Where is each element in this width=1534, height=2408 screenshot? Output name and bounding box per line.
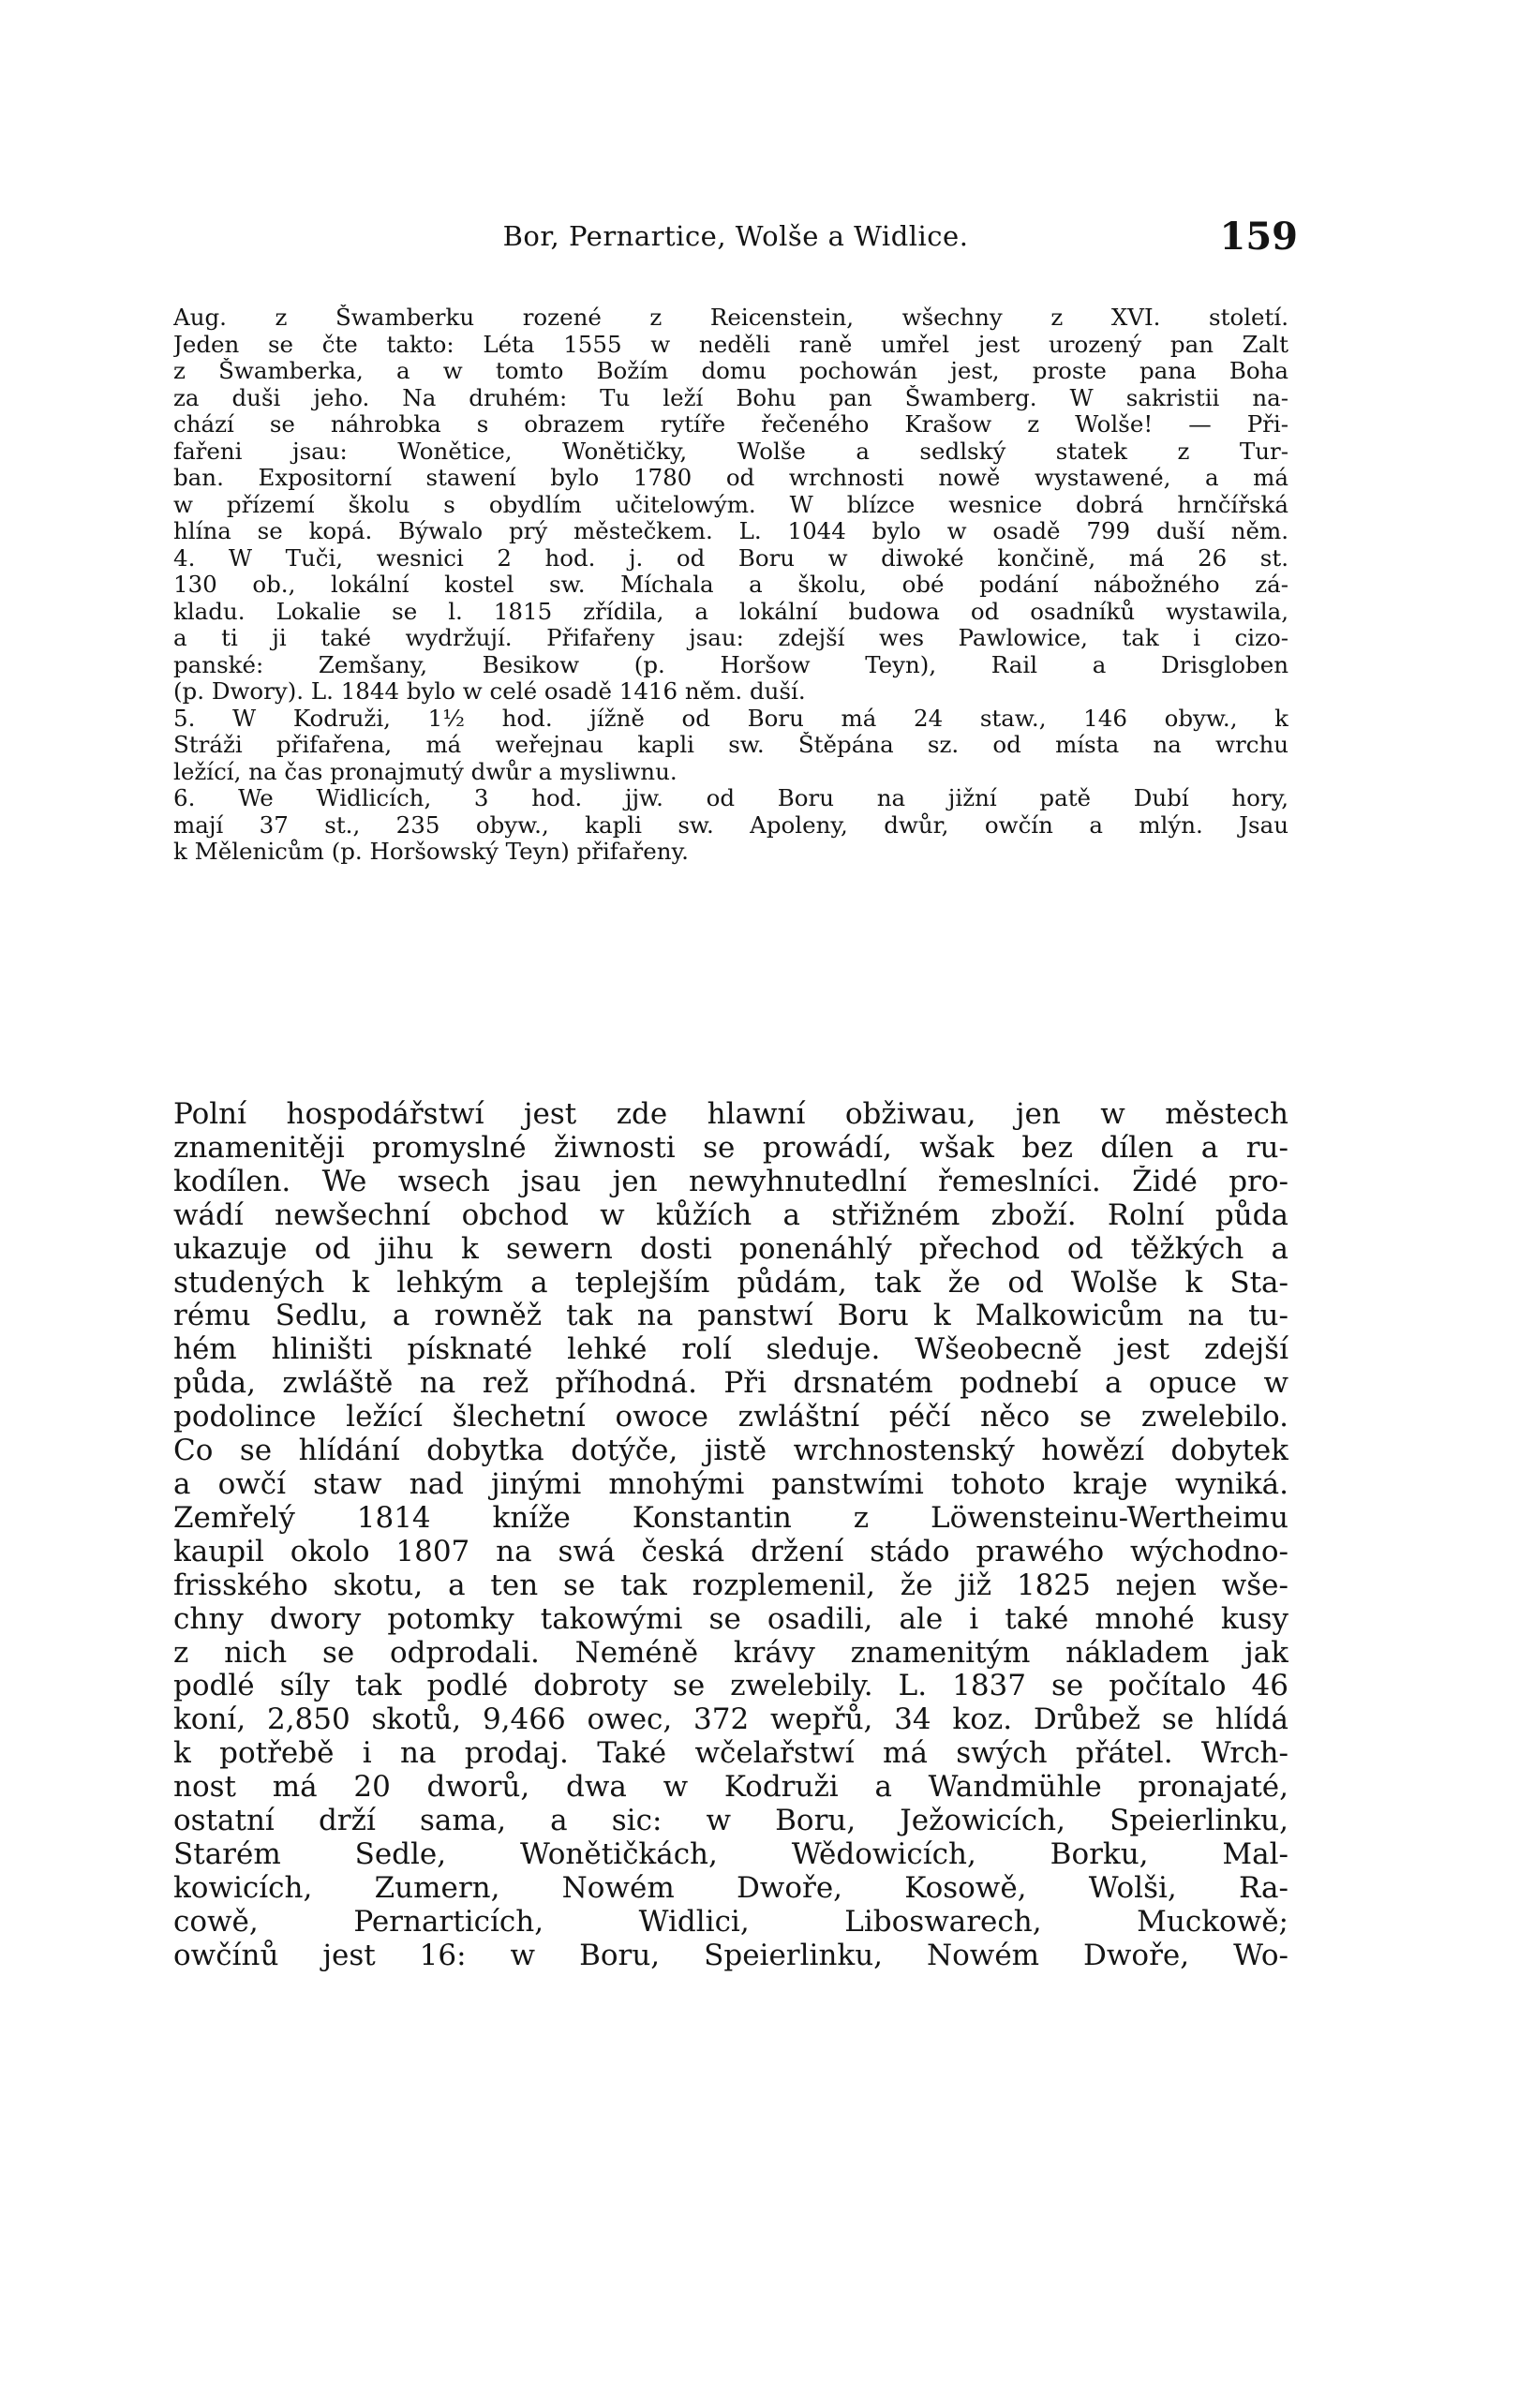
text-line: hém hliništi písknaté lehké rolí sleduje. Wšeobecně jest zdejší bbox=[173, 1333, 1288, 1367]
text-line: (p. Dwory). L. 1844 bylo w celé osadě 1416 něm. duší. bbox=[173, 678, 806, 705]
text-line: nost má 20 dworů, dwa w Kodruži a Wandmühle pronajaté, bbox=[173, 1771, 1288, 1805]
text-line: hlína se kopá. Býwalo prý městečkem. L. 1044 bylo w osadě 799 duší něm. bbox=[173, 518, 1288, 544]
text-line: ostatní drží sama, a sic: w Boru, Ježowicích, Speierlinku, bbox=[173, 1805, 1288, 1838]
text-line: koní, 2,850 skotů, 9,466 owec, 372 wepřů, 34 koz. Drůbež se hlídá bbox=[173, 1703, 1288, 1737]
text-line: rému Sedlu, a rowněž tak na panstwí Boru k Malkowicům na tu- bbox=[173, 1300, 1288, 1333]
text-line: ukazuje od jihu k sewern dosti ponenáhlý přechod od těžkých a bbox=[173, 1232, 1288, 1266]
text-line: z nich se odprodali. Neméně krávy znamenitým nákladem jak bbox=[173, 1636, 1288, 1670]
text-line: frisského skotu, a ten se tak rozplemenil, že již 1825 nejen wše- bbox=[173, 1568, 1288, 1602]
text-line: mají 37 st., 235 obyw., kapli sw. Apoleny, dwůr, owčín a mlýn. Jsau bbox=[173, 811, 1288, 839]
text-line: kowicích, Zumern, Nowém Dwoře, Kosowě, Wolši, Ra- bbox=[173, 1871, 1288, 1905]
text-line: Aug. z Šwamberku rozené z Reicenstein, wšechny z XVI. století. bbox=[173, 305, 1288, 331]
text-line: ban. Expositorní stawení bylo 1780 od wrchnosti nowě wystawené, a má bbox=[173, 465, 1288, 491]
text-line: Stráži přifařena, má weřejnau kapli sw. Štěpána sz. od místa na wrchu bbox=[173, 732, 1288, 758]
text-line: Starém Sedle, Wonětičkách, Wědowicích, Borku, Mal- bbox=[173, 1837, 1288, 1871]
text-line: cowě, Pernarticích, Widlici, Liboswarech, Muckowě; bbox=[173, 1905, 1288, 1939]
text-line: w přízemí školu s obydlím učitelowým. W blízce wesnice dobrá hrnčířská bbox=[173, 491, 1288, 518]
page-header bbox=[173, 215, 1298, 267]
text-line: 5. W Kodruži, 1½ hod. jížně od Boru má 24 staw., 146 obyw., k bbox=[173, 705, 1288, 732]
text-line: kaupil okolo 1807 na swá česká držení stádo prawého wýchodno- bbox=[173, 1535, 1288, 1568]
text-line: půda, zwláště na rež příhodná. Při drsnatém podnebí a opuce w bbox=[173, 1367, 1288, 1401]
text-line: Polní hospodářstwí jest zde hlawní obžiwau, jen w městech bbox=[173, 1098, 1288, 1131]
text-line: 4. W Tuči, wesnici 2 hod. j. od Boru w diwoké končině, má 26 st. bbox=[173, 544, 1288, 572]
text-line: podlé síly tak podlé dobroty se zwelebily. L. 1837 se počítalo 46 bbox=[173, 1670, 1288, 1703]
text-line: podolince ležící šlechetní owoce zwláštní péčí něco se zwelebilo. bbox=[173, 1401, 1288, 1434]
text-line: k Mělenicům (p. Horšowský Teyn) přifařeny. bbox=[173, 839, 689, 865]
text-line: panské: Zemšany, Besikow (p. Horšow Teyn), Rail a Drisgloben bbox=[173, 651, 1288, 678]
text-line: z Šwamberka, a w tomto Božím domu pochowán jest, proste pana Boha bbox=[173, 358, 1288, 384]
text-line: a owčí staw nad jinými mnohými panstwími tohoto kraje wyniká. bbox=[173, 1467, 1288, 1501]
text-line: Jeden se čte takto: Léta 1555 w neděli raně umřel jest urozený pan Zalt bbox=[173, 331, 1288, 358]
text-line: Co se hlídání dobytka dotýče, jistě wrchnostenský howězí dobytek bbox=[173, 1434, 1288, 1468]
text-line: za duši jeho. Na druhém: Tu leží Bohu pan Šwamberg. W sakristii na- bbox=[173, 384, 1288, 411]
text-line: znamenitěji promyslné žiwnosti se prowádí, wšak bez dílen a ru- bbox=[173, 1131, 1288, 1165]
page-number: 159 bbox=[1219, 215, 1298, 259]
text-line: k potřebě i na prodaj. Také wčelařstwí má swých přátel. Wrch- bbox=[173, 1737, 1288, 1771]
large-print-section bbox=[173, 1098, 1288, 1973]
text-line: a ti ji také wydržují. Přifařeny jsau: zdejší wes Pawlowice, tak i cizo- bbox=[173, 625, 1288, 651]
running-title: Bor, Pernartice, Wolše a Widlice. bbox=[502, 220, 969, 252]
text-line: studených k lehkým a teplejším půdám, tak že od Wolše k Sta- bbox=[173, 1266, 1288, 1300]
text-line: Zemřelý 1814 kníže Konstantin z Löwensteinu-Wertheimu bbox=[173, 1501, 1288, 1535]
text-line: chází se náhrobka s obrazem rytíře řečeného Krašow z Wolše! — Při- bbox=[173, 411, 1288, 438]
text-line: chny dwory potomky takowými se osadili, ale i také mnohé kusy bbox=[173, 1602, 1288, 1636]
text-line: wádí newšechní obchod w kůžích a střižném zboží. Rolní půda bbox=[173, 1198, 1288, 1232]
text-line: kodílen. We wsech jsau jen newyhnutedlní řemeslníci. Židé pro- bbox=[173, 1165, 1288, 1198]
text-line: 130 ob., lokální kostel sw. Míchala a školu, obé podání nábožného zá- bbox=[173, 572, 1288, 598]
text-line: fařeni jsau: Wonětice, Wonětičky, Wolše a sedlský statek z Tur- bbox=[173, 438, 1288, 465]
text-line: owčínů jest 16: w Boru, Speierlinku, Nowém Dwoře, Wo- bbox=[173, 1939, 1288, 1972]
small-print-section bbox=[173, 305, 1288, 866]
text-line: kladu. Lokalie se l. 1815 zřídila, a lokální budowa od osadníků wystawila, bbox=[173, 598, 1288, 625]
text-line: 6. We Widlicích, 3 hod. jjw. od Boru na jižní patě Dubí hory, bbox=[173, 785, 1288, 811]
text-line: ležící, na čas pronajmutý dwůr a mysliwnu. bbox=[173, 758, 678, 785]
